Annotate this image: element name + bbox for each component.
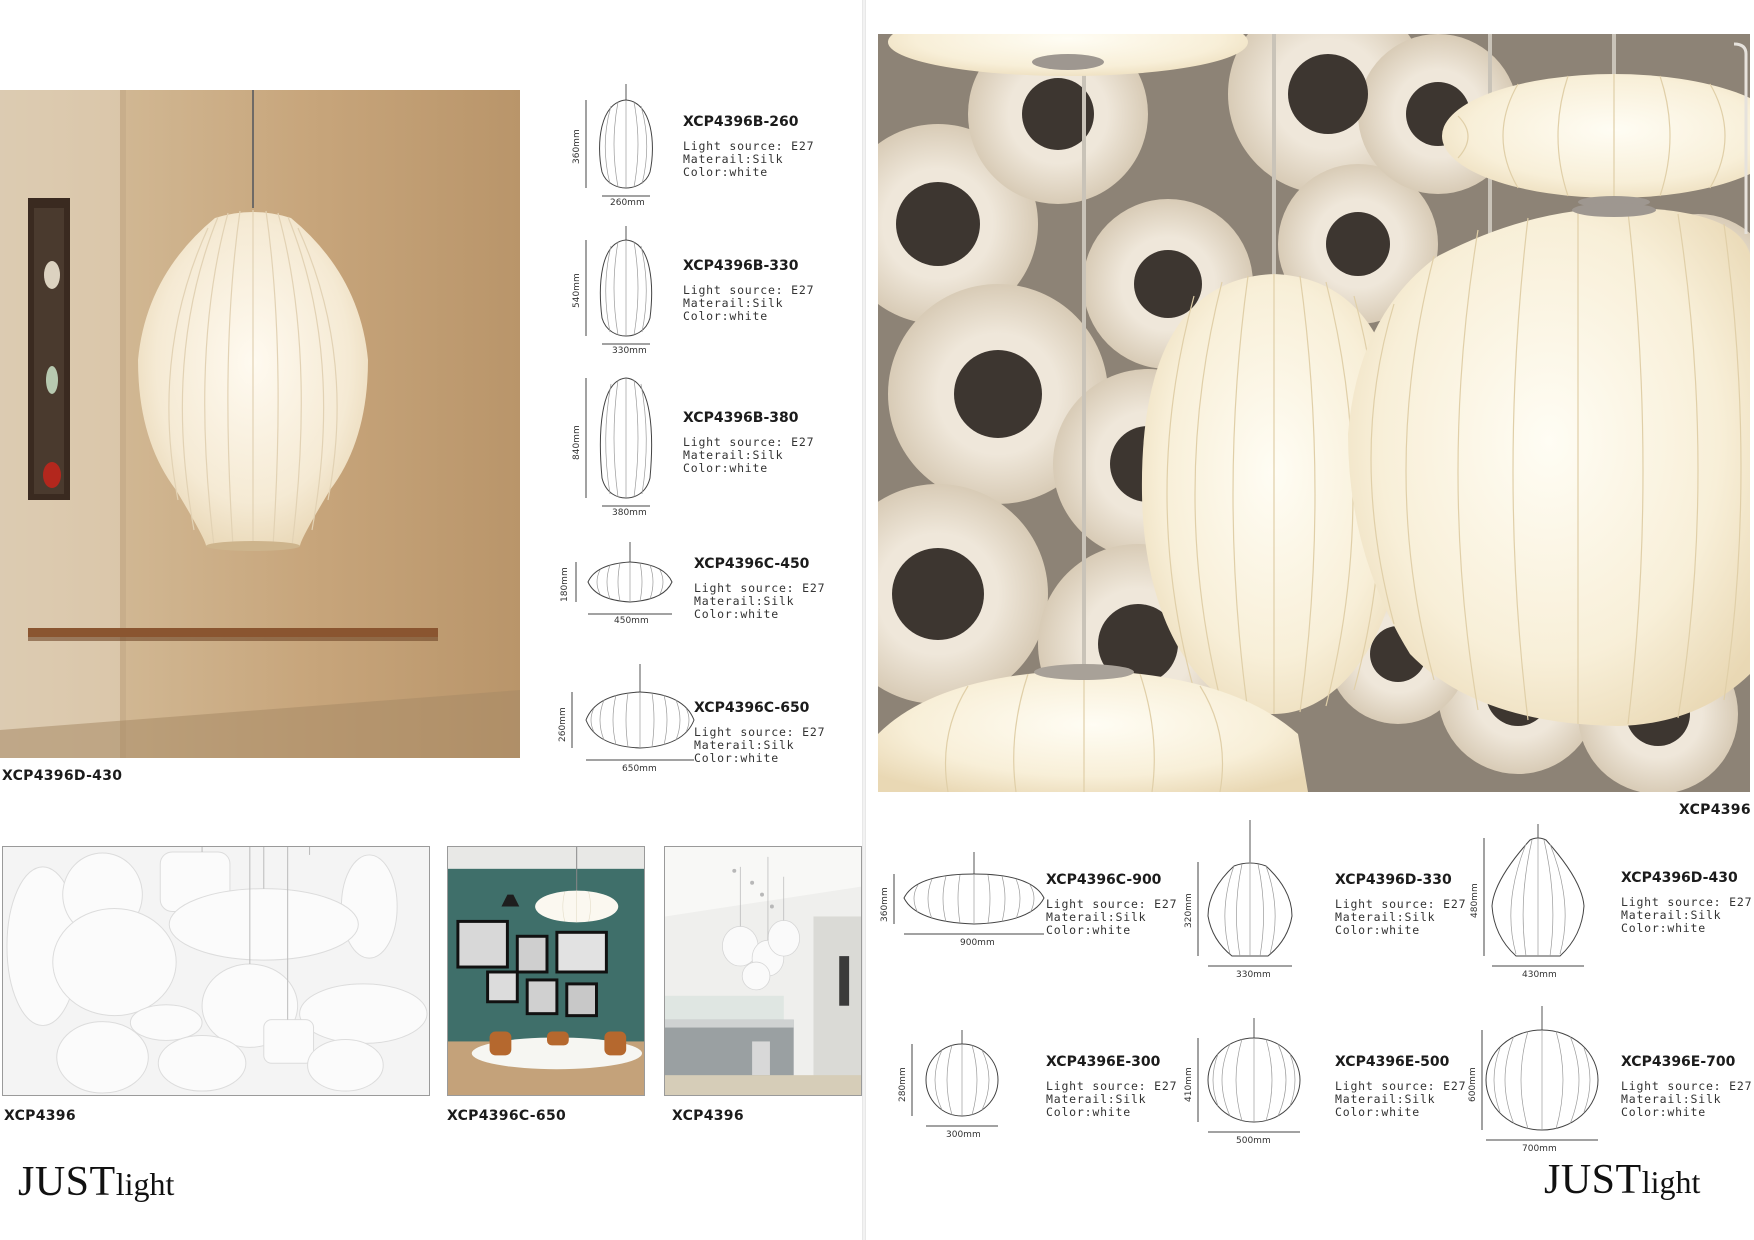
color-spec: Color:white xyxy=(1621,1105,1706,1119)
height-dimension: 360mm xyxy=(880,887,890,922)
height-dimension: 410mm xyxy=(1184,1067,1194,1102)
material: Materail:Silk xyxy=(1046,910,1147,924)
spec-item xyxy=(1470,1006,1754,1156)
thumb-photo-dining xyxy=(447,846,645,1096)
logo-main: JUST xyxy=(1544,1157,1642,1203)
height-dimension: 360mm xyxy=(572,129,582,164)
model-number: XCP4396D-430 xyxy=(1621,870,1738,886)
width-dimension: 450mm xyxy=(614,616,649,626)
light-source: Light source: E27 xyxy=(1621,1079,1753,1093)
material: Materail:Silk xyxy=(683,448,784,462)
width-dimension: 260mm xyxy=(610,198,645,208)
width-dimension: 330mm xyxy=(612,346,647,356)
light-source: Light source: E27 xyxy=(694,581,826,595)
width-dimension: 300mm xyxy=(946,1130,981,1140)
height-dimension: 480mm xyxy=(1470,883,1480,918)
pendant-lamp-drawing xyxy=(902,1030,1022,1145)
height-dimension: 600mm xyxy=(1468,1067,1478,1102)
color-spec: Color:white xyxy=(1335,1105,1420,1119)
material: Materail:Silk xyxy=(1621,1092,1722,1106)
hero-photo-lamp-group xyxy=(878,34,1750,792)
model-number: XCP4396E-500 xyxy=(1335,1054,1450,1070)
thumb-photo-kitchen xyxy=(664,846,862,1096)
logo-sub: light xyxy=(115,1166,175,1202)
right-page xyxy=(866,0,1754,1240)
material: Materail:Silk xyxy=(1046,1092,1147,1106)
pendant-lamp-drawing xyxy=(570,84,650,209)
light-source: Light source: E27 xyxy=(1621,895,1753,909)
width-dimension: 500mm xyxy=(1236,1136,1271,1146)
pendant-lamp-drawing xyxy=(556,542,686,642)
light-source: Light source: E27 xyxy=(1046,1079,1178,1093)
height-dimension: 320mm xyxy=(1184,893,1194,928)
spec-item xyxy=(570,226,850,358)
logo-main: JUST xyxy=(18,1159,116,1205)
material: Materail:Silk xyxy=(1335,910,1436,924)
thumb-caption: XCP4396C-650 xyxy=(447,1108,567,1124)
color-spec: Color:white xyxy=(694,607,779,621)
material: Materail:Silk xyxy=(1335,1092,1436,1106)
model-number: XCP4396E-300 xyxy=(1046,1054,1161,1070)
pendant-lamp-drawing xyxy=(1472,824,1592,984)
model-number: XCP4396B-380 xyxy=(683,410,799,426)
thumb-caption: XCP4396 xyxy=(4,1108,76,1124)
pendant-lamp-drawing xyxy=(570,374,650,516)
model-number: XCP4396C-650 xyxy=(694,700,810,716)
color-spec: Color:white xyxy=(1046,923,1131,937)
light-source: Light source: E27 xyxy=(683,435,815,449)
thumb-photo-cluster xyxy=(2,846,430,1096)
model-number: XCP4396B-260 xyxy=(683,114,799,130)
hero-photo-pear-lamp xyxy=(0,90,520,758)
width-dimension: 430mm xyxy=(1522,970,1557,980)
color-spec: Color:white xyxy=(1046,1105,1131,1119)
model-number: XCP4396D-330 xyxy=(1335,872,1452,888)
model-number: XCP4396C-900 xyxy=(1046,872,1162,888)
width-dimension: 650mm xyxy=(622,764,657,774)
height-dimension: 180mm xyxy=(560,567,570,602)
spec-item xyxy=(556,542,856,642)
brand-logo xyxy=(18,1158,174,1206)
light-source: Light source: E27 xyxy=(1335,897,1467,911)
spec-item xyxy=(898,1030,1182,1145)
pendant-lamp-drawing xyxy=(1184,820,1304,980)
height-dimension: 260mm xyxy=(558,707,568,742)
light-source: Light source: E27 xyxy=(694,725,826,739)
light-source: Light source: E27 xyxy=(1335,1079,1467,1093)
model-number: XCP4396C-450 xyxy=(694,556,810,572)
height-dimension: 280mm xyxy=(898,1067,908,1102)
model-number: XCP4396B-330 xyxy=(683,258,799,274)
material: Materail:Silk xyxy=(1621,908,1722,922)
width-dimension: 380mm xyxy=(612,508,647,518)
width-dimension: 330mm xyxy=(1236,970,1271,980)
spec-item xyxy=(556,664,856,778)
color-spec: Color:white xyxy=(683,309,768,323)
spec-item xyxy=(1184,820,1474,980)
pendant-lamp-drawing xyxy=(1470,1006,1610,1156)
pendant-lamp-drawing xyxy=(570,226,650,358)
material: Materail:Silk xyxy=(694,738,795,752)
color-spec: Color:white xyxy=(683,461,768,475)
spec-item xyxy=(570,84,850,209)
light-source: Light source: E27 xyxy=(683,283,815,297)
spec-item xyxy=(570,374,850,516)
color-spec: Color:white xyxy=(694,751,779,765)
color-spec: Color:white xyxy=(1335,923,1420,937)
material: Materail:Silk xyxy=(694,594,795,608)
pendant-lamp-drawing xyxy=(1186,1018,1316,1148)
width-dimension: 700mm xyxy=(1522,1144,1557,1154)
logo-sub: light xyxy=(1641,1164,1701,1200)
brand-logo xyxy=(1544,1156,1700,1204)
height-dimension: 840mm xyxy=(572,425,582,460)
left-page xyxy=(0,0,862,1240)
light-source: Light source: E27 xyxy=(1046,897,1178,911)
hero-caption: XCP4396 xyxy=(1679,802,1751,818)
light-source: Light source: E27 xyxy=(683,139,815,153)
material: Materail:Silk xyxy=(683,152,784,166)
height-dimension: 540mm xyxy=(572,273,582,308)
spec-item xyxy=(1186,1018,1476,1148)
spec-item xyxy=(1472,824,1754,984)
material: Materail:Silk xyxy=(683,296,784,310)
color-spec: Color:white xyxy=(683,165,768,179)
thumb-caption: XCP4396 xyxy=(672,1108,744,1124)
hero-caption: XCP4396D-430 xyxy=(2,768,123,784)
pendant-lamp-drawing xyxy=(556,664,706,778)
width-dimension: 900mm xyxy=(960,938,995,948)
model-number: XCP4396E-700 xyxy=(1621,1054,1736,1070)
color-spec: Color:white xyxy=(1621,921,1706,935)
spec-item xyxy=(880,852,1180,962)
